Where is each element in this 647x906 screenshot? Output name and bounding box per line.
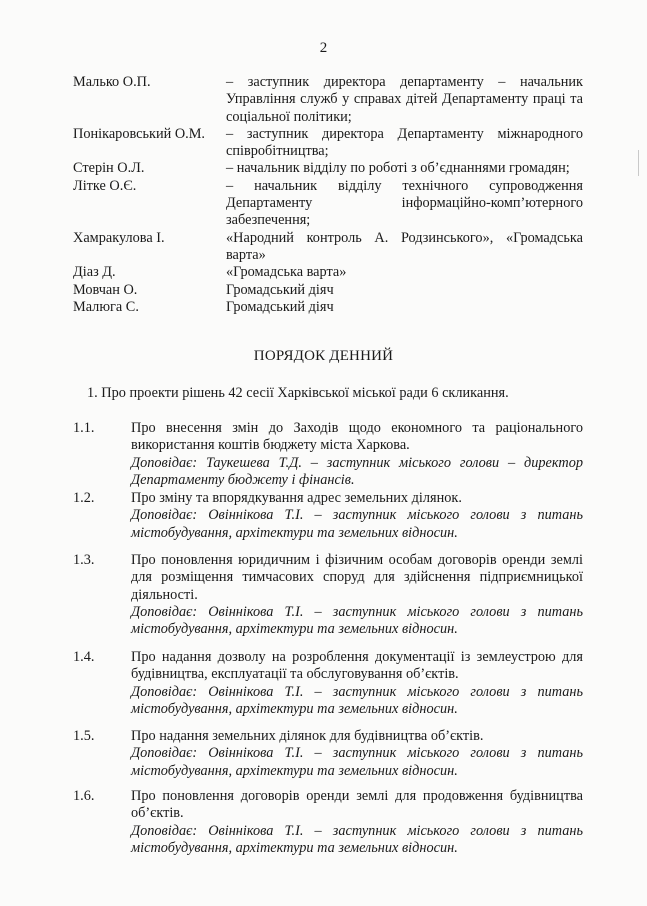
agenda-item-title: Про надання дозволу на розроблення документації із землеустрою для будівництва, експлуатації та обслуговування об’єктів. (131, 649, 583, 683)
agenda-item (73, 788, 583, 857)
agenda-item-number: 1.3. (73, 552, 95, 568)
agenda-item-speaker: Доповідає: Овіннікова Т.І. – заступник міського голови з питань містобудування, архітектури та земельних відносин. (131, 603, 583, 638)
attendee-name: Понікаровський О.М. (73, 125, 206, 142)
attendee-list (73, 74, 583, 316)
agenda-intro: 1. Про проекти рішень 42 сесії Харківської міської ради 6 скликання. (87, 385, 509, 401)
agenda-item-title: Про поновлення договорів оренди землі для продовження будівництва об’єктів. (131, 788, 583, 822)
margin-scan-mark (638, 150, 639, 176)
attendee-name: Мовчан О. (73, 281, 138, 298)
agenda-item-number: 1.6. (73, 788, 95, 804)
attendee-role: – начальник відділу технічного супроводження Департаменту інформаційно-комп’ютерного забезпечення; (226, 177, 583, 229)
agenda-item-speaker: Доповідає: Овіннікова Т.І. – заступник міського голови з питань містобудування, архітектури та земельних відносин. (131, 683, 583, 717)
agenda-item (73, 420, 583, 489)
attendee-role: Громадський діяч (226, 281, 334, 298)
attendee-row (73, 160, 583, 177)
attendee-name: Малюга С. (73, 298, 139, 315)
attendee-row (73, 178, 583, 230)
attendee-row (73, 264, 583, 281)
attendee-row (73, 299, 583, 316)
agenda-title: ПОРЯДОК ДЕННИЙ (253, 348, 394, 364)
attendee-role: «Народний контроль А. Родзинського», «Громадська варта» (226, 229, 583, 263)
agenda-item-title: Про внесення змін до Заходів щодо економного та раціонального використання коштів бюджету міста Харкова. (131, 420, 583, 454)
attendee-role: – заступник директора Департаменту міжнародного співробітництва; (226, 125, 583, 160)
agenda-item-title: Про поновлення юридичним і фізичним особам договорів оренди землі для розміщення тимчасових споруд для здійснення підприємницької діяльності. (131, 552, 583, 603)
attendee-row (73, 126, 583, 161)
agenda-item-title: Про зміну та впорядкування адрес земельних ділянок. (131, 490, 462, 506)
attendee-role: – заступник директора департаменту – начальник Управління служб у справах дітей Департаменту праці та соціальної політики; (226, 74, 583, 125)
attendee-name: Літке О.Є. (73, 177, 137, 194)
attendee-role: – начальник відділу по роботі з об’єднаннями громадян; (226, 160, 570, 177)
agenda-item-speaker: Доповідає: Таукешева Т.Д. – заступник міського голови – директор Департаменту бюджету і фінансів. (131, 454, 583, 488)
agenda-item (73, 728, 583, 780)
attendee-name: Хамракулова І. (73, 229, 165, 246)
agenda-item-number: 1.2. (73, 490, 95, 506)
agenda-item-title: Про надання земельних ділянок для будівництва об’єктів. (131, 728, 484, 744)
agenda-item (73, 490, 583, 542)
attendee-name: Малько О.П. (73, 74, 151, 90)
attendee-role: Громадський діяч (226, 298, 334, 315)
agenda-item-number: 1.5. (73, 728, 95, 744)
attendee-row (73, 282, 583, 299)
agenda-item-speaker: Доповідає: Овіннікова Т.І. – заступник міського голови з питань містобудування, архітектури та земельних відносин. (131, 822, 583, 856)
agenda-item-speaker: Доповідає: Овіннікова Т.І. – заступник міського голови з питань містобудування, архітектури та земельних відносин. (131, 507, 583, 541)
agenda-item-number: 1.4. (73, 649, 95, 665)
page-number: 2 (319, 40, 328, 56)
attendee-role: «Громадська варта» (226, 264, 347, 281)
agenda-item (73, 649, 583, 718)
attendee-row (73, 74, 583, 126)
attendee-row (73, 230, 583, 265)
attendee-name: Стерін О.Л. (73, 160, 145, 177)
agenda-item-number: 1.1. (73, 420, 95, 436)
attendee-name: Діаз Д. (73, 264, 116, 281)
agenda-item-speaker: Доповідає: Овіннікова Т.І. – заступник міського голови з питань містобудування, архітектури та земельних відносин. (131, 745, 583, 779)
agenda-item (73, 552, 583, 638)
